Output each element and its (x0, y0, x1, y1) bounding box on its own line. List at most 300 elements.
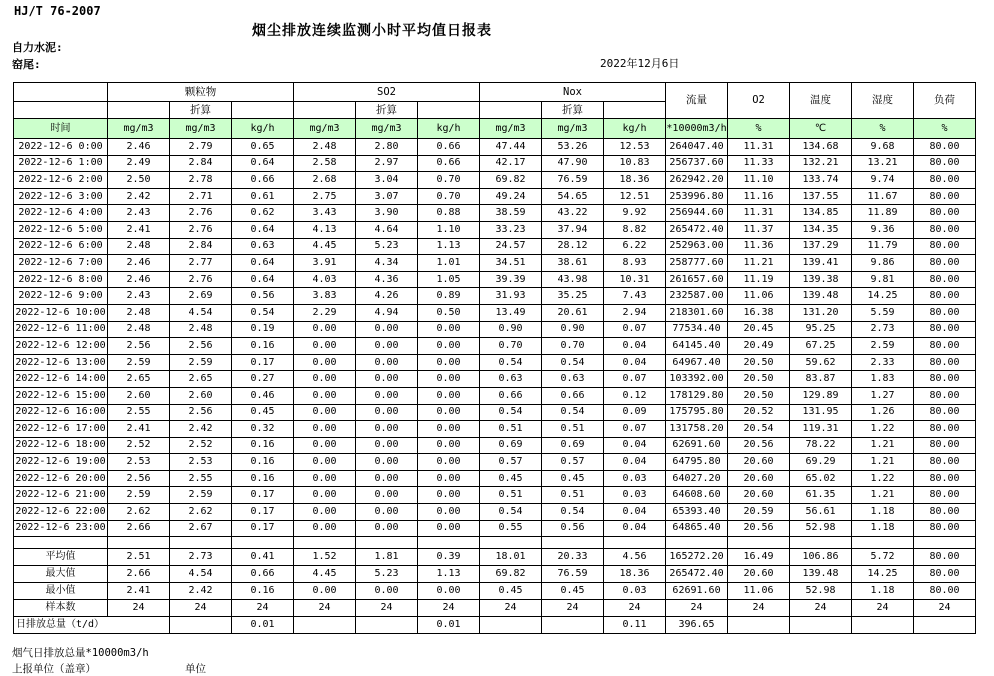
value-cell: 0.00 (294, 504, 356, 521)
summary-value-cell: 0.39 (418, 549, 480, 566)
summary-label: 样本数 (14, 600, 108, 617)
daily-total-label: 日排放总量（t/d） (14, 617, 170, 634)
value-cell: 11.10 (728, 172, 790, 189)
time-cell: 2022-12-6 18:00 (14, 437, 108, 454)
value-cell: 20.56 (728, 520, 790, 537)
value-cell: 80.00 (914, 139, 976, 156)
summary-value-cell: 24 (542, 600, 604, 617)
daily-total-value-cell: 0.11 (604, 617, 666, 634)
value-cell: 2.56 (170, 338, 232, 355)
value-cell: 4.13 (294, 221, 356, 238)
summary-value-cell: 18.36 (604, 566, 666, 583)
value-cell: 80.00 (914, 470, 976, 487)
summary-value-cell: 5.72 (852, 549, 914, 566)
value-cell: 1.18 (852, 504, 914, 521)
value-cell: 2.78 (170, 172, 232, 189)
value-cell: 2.41 (108, 221, 170, 238)
value-cell: 253996.80 (666, 188, 728, 205)
daily-total-value-cell: 0.01 (232, 617, 294, 634)
time-cell: 2022-12-6 13:00 (14, 354, 108, 371)
value-cell: 80.00 (914, 172, 976, 189)
value-cell: 2.76 (170, 271, 232, 288)
table-row (14, 155, 976, 172)
summary-value-cell: 4.54 (170, 566, 232, 583)
value-cell: 0.00 (418, 470, 480, 487)
value-cell: 1.13 (418, 238, 480, 255)
value-cell: 0.00 (294, 404, 356, 421)
table-row (14, 304, 976, 321)
value-cell: 3.43 (294, 205, 356, 222)
value-cell: 0.66 (480, 387, 542, 404)
value-cell: 35.25 (542, 288, 604, 305)
value-cell: 2.73 (852, 321, 914, 338)
report-table (13, 82, 976, 634)
table-row (14, 454, 976, 471)
value-cell: 4.45 (294, 238, 356, 255)
value-cell: 0.00 (356, 454, 418, 471)
value-cell: 2.76 (170, 221, 232, 238)
empty-cell (480, 102, 542, 119)
reporting-unit-label: 上报单位（盖章） (12, 663, 96, 675)
value-cell: 0.51 (480, 421, 542, 438)
col-header-o2: O2 (728, 83, 790, 119)
daily-total-value-cell: 396.65 (666, 617, 728, 634)
value-cell: 28.12 (542, 238, 604, 255)
time-cell: 2022-12-6 7:00 (14, 255, 108, 272)
value-cell: 9.81 (852, 271, 914, 288)
table-row (14, 205, 976, 222)
value-cell: 137.55 (790, 188, 852, 205)
summary-value-cell: 2.51 (108, 549, 170, 566)
value-cell: 31.93 (480, 288, 542, 305)
value-cell: 0.54 (542, 504, 604, 521)
value-cell: 38.61 (542, 255, 604, 272)
summary-value-cell: 106.86 (790, 549, 852, 566)
header-row-units (14, 119, 976, 139)
value-cell: 0.04 (604, 437, 666, 454)
value-cell: 0.27 (232, 371, 294, 388)
time-cell: 2022-12-6 0:00 (14, 139, 108, 156)
summary-value-cell: 265472.40 (666, 566, 728, 583)
value-cell: 0.45 (232, 404, 294, 421)
table-row (14, 437, 976, 454)
value-cell: 2.52 (170, 437, 232, 454)
value-cell: 0.64 (232, 255, 294, 272)
value-cell: 9.74 (852, 172, 914, 189)
value-cell: 2.94 (604, 304, 666, 321)
value-cell: 1.22 (852, 421, 914, 438)
value-cell: 20.60 (728, 470, 790, 487)
value-cell: 13.49 (480, 304, 542, 321)
value-cell: 0.63 (542, 371, 604, 388)
summary-value-cell: 24 (666, 600, 728, 617)
value-cell: 0.00 (418, 338, 480, 355)
value-cell: 4.03 (294, 271, 356, 288)
value-cell: 80.00 (914, 454, 976, 471)
value-cell: 258777.60 (666, 255, 728, 272)
value-cell: 52.98 (790, 520, 852, 537)
summary-value-cell: 0.45 (542, 583, 604, 600)
value-cell: 80.00 (914, 188, 976, 205)
value-cell: 2.59 (108, 354, 170, 371)
col-header-pm-converted: 折算 (170, 102, 232, 119)
table-row (14, 404, 976, 421)
time-cell: 2022-12-6 5:00 (14, 221, 108, 238)
summary-value-cell: 20.60 (728, 566, 790, 583)
col-header-humidity: 湿度 (852, 83, 914, 119)
value-cell: 0.00 (294, 421, 356, 438)
value-cell: 80.00 (914, 205, 976, 222)
value-cell: 80.00 (914, 504, 976, 521)
summary-value-cell: 24 (108, 600, 170, 617)
value-cell: 2.42 (108, 188, 170, 205)
value-cell: 175795.80 (666, 404, 728, 421)
value-cell: 2.77 (170, 255, 232, 272)
daily-total-row (14, 617, 976, 634)
value-cell: 0.64 (232, 155, 294, 172)
value-cell: 77534.40 (666, 321, 728, 338)
value-cell: 33.23 (480, 221, 542, 238)
value-cell: 2.48 (294, 139, 356, 156)
value-cell: 47.44 (480, 139, 542, 156)
unit-o2-pct: % (728, 119, 790, 139)
value-cell: 0.00 (418, 387, 480, 404)
value-cell: 14.25 (852, 288, 914, 305)
summary-value-cell: 1.18 (852, 583, 914, 600)
value-cell: 9.36 (852, 221, 914, 238)
value-cell: 76.59 (542, 172, 604, 189)
value-cell: 0.66 (542, 387, 604, 404)
value-cell: 0.00 (418, 371, 480, 388)
summary-value-cell: 24 (914, 600, 976, 617)
table-row (14, 238, 976, 255)
empty-cell (108, 102, 170, 119)
value-cell: 0.00 (294, 470, 356, 487)
value-cell: 8.82 (604, 221, 666, 238)
value-cell: 4.94 (356, 304, 418, 321)
summary-value-cell: 2.41 (108, 583, 170, 600)
value-cell: 4.34 (356, 255, 418, 272)
value-cell: 20.54 (728, 421, 790, 438)
table-row (14, 470, 976, 487)
summary-row (14, 600, 976, 617)
value-cell: 0.17 (232, 504, 294, 521)
col-header-time: 时间 (14, 119, 108, 139)
value-cell: 0.51 (480, 487, 542, 504)
value-cell: 4.64 (356, 221, 418, 238)
table-row (14, 371, 976, 388)
value-cell: 62691.60 (666, 437, 728, 454)
value-cell: 0.63 (232, 238, 294, 255)
summary-value-cell: 0.00 (356, 583, 418, 600)
empty-cell (542, 537, 604, 549)
value-cell: 178129.80 (666, 387, 728, 404)
value-cell: 64608.60 (666, 487, 728, 504)
value-cell: 0.61 (232, 188, 294, 205)
value-cell: 0.00 (418, 404, 480, 421)
time-cell: 2022-12-6 14:00 (14, 371, 108, 388)
value-cell: 252963.00 (666, 238, 728, 255)
value-cell: 2.53 (108, 454, 170, 471)
value-cell: 80.00 (914, 255, 976, 272)
value-cell: 2.33 (852, 354, 914, 371)
value-cell: 80.00 (914, 288, 976, 305)
summary-value-cell: 24 (480, 600, 542, 617)
value-cell: 16.38 (728, 304, 790, 321)
value-cell: 0.64 (232, 271, 294, 288)
value-cell: 65.02 (790, 470, 852, 487)
value-cell: 2.65 (108, 371, 170, 388)
value-cell: 1.05 (418, 271, 480, 288)
time-cell: 2022-12-6 22:00 (14, 504, 108, 521)
table-row (14, 487, 976, 504)
value-cell: 0.46 (232, 387, 294, 404)
time-cell: 2022-12-6 23:00 (14, 520, 108, 537)
value-cell: 0.00 (356, 338, 418, 355)
value-cell: 2.84 (170, 155, 232, 172)
empty-cell (418, 537, 480, 549)
value-cell: 2.41 (108, 421, 170, 438)
summary-value-cell: 11.06 (728, 583, 790, 600)
value-cell: 80.00 (914, 487, 976, 504)
value-cell: 0.51 (542, 487, 604, 504)
summary-value-cell: 0.00 (294, 583, 356, 600)
empty-cell (418, 102, 480, 119)
value-cell: 10.83 (604, 155, 666, 172)
value-cell: 0.88 (418, 205, 480, 222)
value-cell: 2.48 (108, 238, 170, 255)
value-cell: 0.00 (356, 470, 418, 487)
table-row (14, 288, 976, 305)
summary-value-cell: 1.13 (418, 566, 480, 583)
empty-cell (232, 102, 294, 119)
value-cell: 0.16 (232, 454, 294, 471)
value-cell: 0.16 (232, 338, 294, 355)
value-cell: 80.00 (914, 387, 976, 404)
value-cell: 0.00 (356, 354, 418, 371)
table-row (14, 354, 976, 371)
empty-cell (232, 537, 294, 549)
summary-value-cell: 1.81 (356, 549, 418, 566)
col-header-nox-converted: 折算 (542, 102, 604, 119)
value-cell: 139.48 (790, 288, 852, 305)
empty-cell (170, 537, 232, 549)
value-cell: 0.17 (232, 354, 294, 371)
col-header-flow: 流量 (666, 83, 728, 119)
empty-cell (790, 537, 852, 549)
daily-total-value-cell: 0.01 (418, 617, 480, 634)
value-cell: 34.51 (480, 255, 542, 272)
value-cell: 10.31 (604, 271, 666, 288)
value-cell: 0.00 (294, 371, 356, 388)
value-cell: 69.29 (790, 454, 852, 471)
col-group-so2: SO2 (294, 83, 480, 102)
value-cell: 1.27 (852, 387, 914, 404)
value-cell: 11.16 (728, 188, 790, 205)
summary-value-cell: 24 (728, 600, 790, 617)
value-cell: 0.00 (356, 371, 418, 388)
value-cell: 0.04 (604, 504, 666, 521)
value-cell: 232587.00 (666, 288, 728, 305)
table-row (14, 188, 976, 205)
value-cell: 80.00 (914, 371, 976, 388)
value-cell: 0.54 (232, 304, 294, 321)
value-cell: 2.60 (108, 387, 170, 404)
value-cell: 0.09 (604, 404, 666, 421)
value-cell: 0.45 (542, 470, 604, 487)
summary-value-cell: 80.00 (914, 549, 976, 566)
value-cell: 3.91 (294, 255, 356, 272)
table-row (14, 338, 976, 355)
value-cell: 2.59 (852, 338, 914, 355)
value-cell: 131758.20 (666, 421, 728, 438)
summary-value-cell: 69.82 (480, 566, 542, 583)
value-cell: 0.64 (232, 221, 294, 238)
value-cell: 2.56 (108, 338, 170, 355)
daily-total-value-cell (480, 617, 542, 634)
value-cell: 2.48 (170, 321, 232, 338)
value-cell: 134.85 (790, 205, 852, 222)
value-cell: 0.54 (542, 354, 604, 371)
value-cell: 0.16 (232, 470, 294, 487)
value-cell: 2.84 (170, 238, 232, 255)
value-cell: 133.74 (790, 172, 852, 189)
value-cell: 39.39 (480, 271, 542, 288)
value-cell: 0.54 (480, 404, 542, 421)
value-cell: 47.90 (542, 155, 604, 172)
value-cell: 0.07 (604, 371, 666, 388)
unit-load-pct: % (914, 119, 976, 139)
value-cell: 265472.40 (666, 221, 728, 238)
value-cell: 20.59 (728, 504, 790, 521)
value-cell: 1.21 (852, 437, 914, 454)
value-cell: 65393.40 (666, 504, 728, 521)
value-cell: 0.00 (356, 520, 418, 537)
empty-cell (356, 537, 418, 549)
time-cell: 2022-12-6 9:00 (14, 288, 108, 305)
value-cell: 0.45 (480, 470, 542, 487)
value-cell: 13.21 (852, 155, 914, 172)
value-cell: 1.01 (418, 255, 480, 272)
value-cell: 80.00 (914, 338, 976, 355)
value-cell: 64795.80 (666, 454, 728, 471)
value-cell: 2.43 (108, 288, 170, 305)
value-cell: 139.38 (790, 271, 852, 288)
empty-cell (14, 537, 108, 549)
value-cell: 5.59 (852, 304, 914, 321)
value-cell: 56.61 (790, 504, 852, 521)
value-cell: 2.29 (294, 304, 356, 321)
value-cell: 1.21 (852, 454, 914, 471)
value-cell: 80.00 (914, 221, 976, 238)
col-group-nox: Nox (480, 83, 666, 102)
value-cell: 0.00 (294, 454, 356, 471)
time-cell: 2022-12-6 6:00 (14, 238, 108, 255)
value-cell: 2.59 (170, 354, 232, 371)
table-row (14, 520, 976, 537)
value-cell: 20.49 (728, 338, 790, 355)
summary-value-cell: 24 (294, 600, 356, 617)
col-header-so2-converted: 折算 (356, 102, 418, 119)
summary-value-cell: 1.52 (294, 549, 356, 566)
value-cell: 0.32 (232, 421, 294, 438)
company-name: 自力水泥: (12, 41, 63, 54)
summary-value-cell: 52.98 (790, 583, 852, 600)
value-cell: 0.00 (356, 387, 418, 404)
value-cell: 80.00 (914, 155, 976, 172)
table-row (14, 221, 976, 238)
summary-value-cell: 24 (356, 600, 418, 617)
summary-value-cell: 24 (790, 600, 852, 617)
value-cell: 2.67 (170, 520, 232, 537)
value-cell: 49.24 (480, 188, 542, 205)
value-cell: 2.42 (170, 421, 232, 438)
page-title: 烟尘排放连续监测小时平均值日报表 (252, 23, 492, 39)
value-cell: 42.17 (480, 155, 542, 172)
value-cell: 64865.40 (666, 520, 728, 537)
value-cell: 0.03 (604, 487, 666, 504)
value-cell: 0.69 (542, 437, 604, 454)
value-cell: 2.97 (356, 155, 418, 172)
value-cell: 0.56 (232, 288, 294, 305)
value-cell: 83.87 (790, 371, 852, 388)
value-cell: 2.56 (170, 404, 232, 421)
time-cell: 2022-12-6 2:00 (14, 172, 108, 189)
value-cell: 2.69 (170, 288, 232, 305)
value-cell: 0.00 (294, 520, 356, 537)
col-header-temp: 温度 (790, 83, 852, 119)
summary-value-cell: 24 (170, 600, 232, 617)
value-cell: 20.45 (728, 321, 790, 338)
value-cell: 2.65 (170, 371, 232, 388)
value-cell: 69.82 (480, 172, 542, 189)
value-cell: 264047.40 (666, 139, 728, 156)
summary-value-cell: 0.66 (232, 566, 294, 583)
value-cell: 2.55 (108, 404, 170, 421)
value-cell: 0.00 (418, 504, 480, 521)
value-cell: 0.65 (232, 139, 294, 156)
value-cell: 0.00 (356, 504, 418, 521)
value-cell: 0.70 (480, 338, 542, 355)
value-cell: 0.54 (480, 354, 542, 371)
value-cell: 0.66 (418, 139, 480, 156)
table-row (14, 172, 976, 189)
value-cell: 0.63 (480, 371, 542, 388)
value-cell: 20.50 (728, 354, 790, 371)
summary-value-cell: 2.42 (170, 583, 232, 600)
col-header-load: 负荷 (914, 83, 976, 119)
value-cell: 54.65 (542, 188, 604, 205)
value-cell: 64027.20 (666, 470, 728, 487)
value-cell: 9.86 (852, 255, 914, 272)
unit-temp-celsius: ℃ (790, 119, 852, 139)
value-cell: 0.00 (356, 487, 418, 504)
summary-value-cell: 24 (852, 600, 914, 617)
value-cell: 24.57 (480, 238, 542, 255)
summary-value-cell: 16.49 (728, 549, 790, 566)
value-cell: 2.79 (170, 139, 232, 156)
daily-total-value-cell (852, 617, 914, 634)
value-cell: 0.00 (356, 321, 418, 338)
value-cell: 2.56 (108, 470, 170, 487)
value-cell: 3.90 (356, 205, 418, 222)
value-cell: 7.43 (604, 288, 666, 305)
value-cell: 0.70 (418, 172, 480, 189)
value-cell: 0.66 (418, 155, 480, 172)
value-cell: 3.07 (356, 188, 418, 205)
value-cell: 0.00 (418, 421, 480, 438)
value-cell: 9.68 (852, 139, 914, 156)
